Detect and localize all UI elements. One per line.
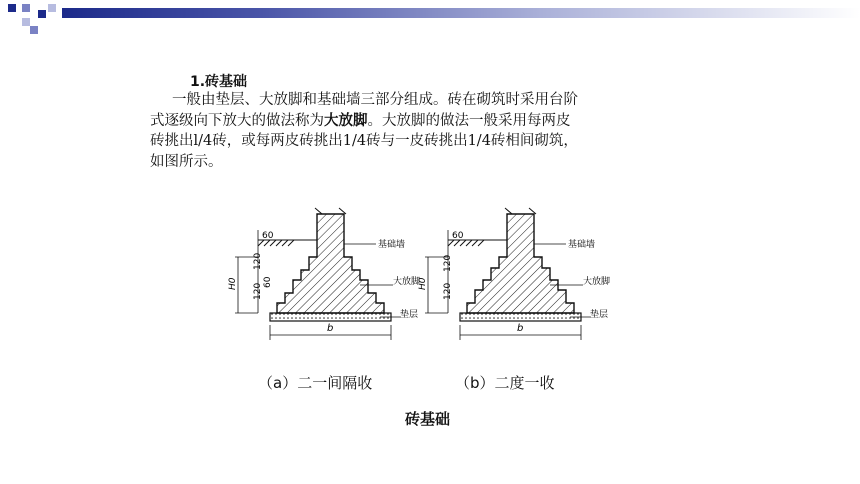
foundation-diagram — [230, 200, 630, 360]
diagram-b — [418, 208, 610, 340]
wall-label: 基础墙 — [378, 240, 406, 250]
header-square — [48, 4, 56, 12]
header-square — [22, 18, 30, 26]
bold-term: 大放脚 — [324, 112, 368, 129]
height-label: H0 — [418, 277, 428, 290]
figure-title: 砖基础 — [405, 410, 451, 428]
cushion-layer — [270, 313, 391, 321]
caption-a: （a）二一间隔收 — [258, 374, 373, 392]
dim-label: 120 — [253, 282, 263, 300]
footing-label: 大放脚 — [393, 277, 421, 287]
body-paragraph — [150, 90, 710, 172]
header-square — [8, 4, 16, 12]
dim-label: 60 — [263, 276, 273, 288]
dim-label: 120 — [443, 254, 453, 272]
width-label: b — [517, 323, 524, 334]
paragraph-line: 如图所示。 — [150, 153, 223, 170]
header-square — [22, 4, 30, 12]
header-square — [30, 26, 38, 34]
caption-b: （b）二度一收 — [455, 374, 555, 392]
cushion-layer — [460, 313, 581, 321]
wall-label: 基础墙 — [568, 240, 596, 250]
height-label: H0 — [228, 277, 238, 290]
cushion-label: 垫层 — [400, 310, 419, 320]
section-heading: 1.砖基础 — [190, 74, 248, 90]
dim-label: 120 — [443, 282, 453, 300]
cushion-label: 垫层 — [590, 310, 609, 320]
paragraph-line: 一般由垫层、大放脚和基础墙三部分组成。砖在砌筑时采用台阶 — [172, 92, 578, 108]
width-label: b — [327, 323, 334, 334]
header-gradient-bar — [62, 8, 860, 18]
footing-label: 大放脚 — [583, 277, 611, 287]
header-square — [38, 10, 46, 18]
dim-label: 60 — [262, 231, 274, 241]
paragraph-line: 式逐级向下放大的做法称为大放脚。大放脚的做法一般采用每两皮 — [150, 112, 571, 129]
diagram-a — [228, 208, 420, 340]
brick-foundation-figure — [230, 200, 630, 360]
dim-label: 60 — [452, 231, 464, 241]
dim-label: 120 — [253, 252, 263, 270]
paragraph-line: 砖挑出l/4砖，或每两皮砖挑出1/4砖与一皮砖挑出1/4砖相间砌筑， — [150, 133, 578, 149]
